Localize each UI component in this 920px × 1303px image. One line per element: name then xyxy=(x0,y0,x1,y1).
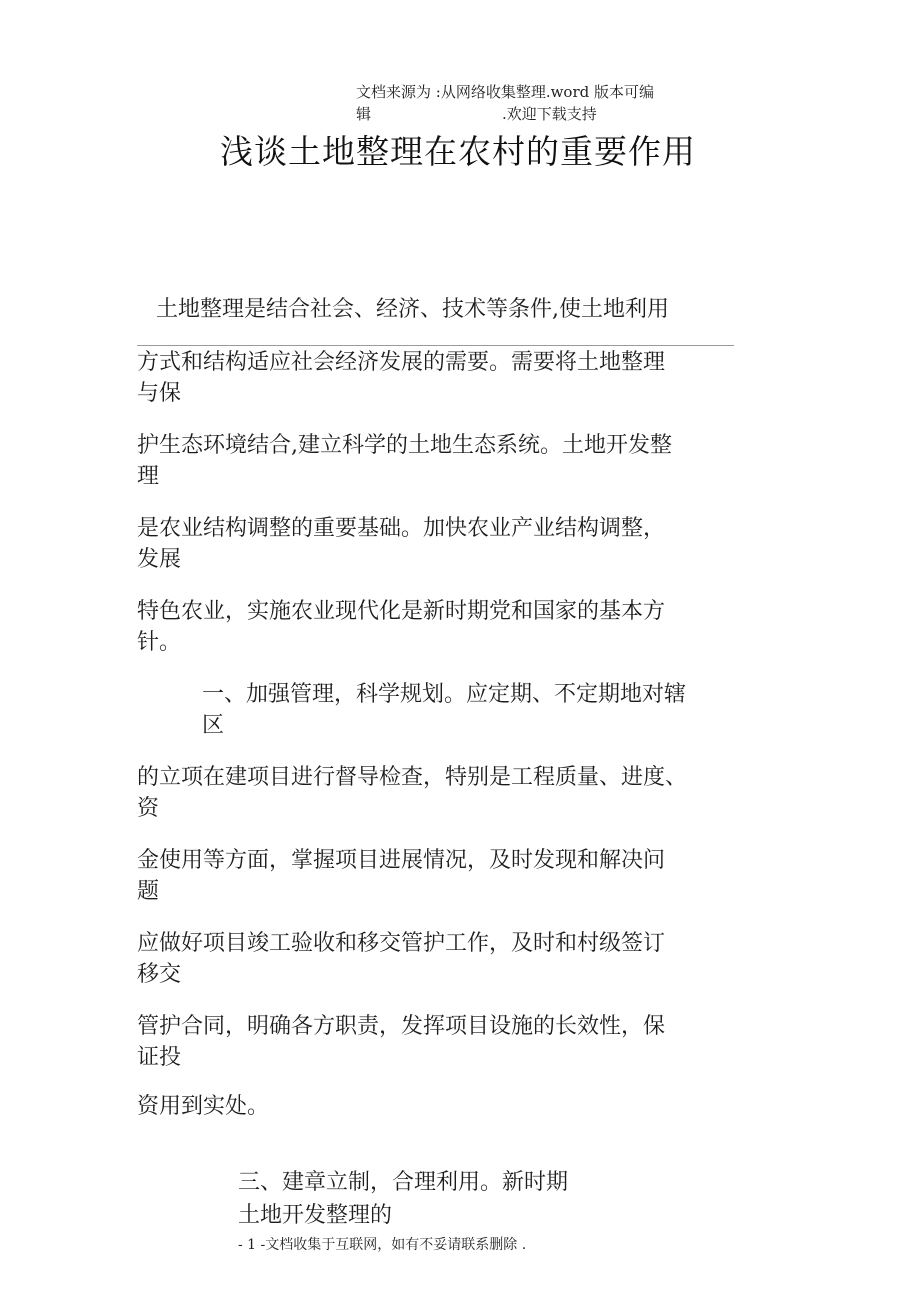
section1-line-wrap: 证投 xyxy=(137,1045,182,1070)
intro-line: 护生态环境结合,建立科学的土地生态系统。土地开发整 xyxy=(137,433,672,458)
divider-rule xyxy=(137,345,734,346)
section1-line-wrap: 资 xyxy=(137,796,160,821)
intro-line-wrap: 发展 xyxy=(137,547,182,572)
section3-heading-cont: 土地开发整理的 xyxy=(238,1203,393,1228)
section1-line-wrap: 移交 xyxy=(137,962,182,987)
section1-last-line: 资用到实处。 xyxy=(137,1094,270,1119)
document-title: 浅谈土地整理在农村的重要作用 xyxy=(220,132,696,171)
header-source-line-cont: 辑 xyxy=(356,105,372,123)
section1-line: 的立项在建项目进行督导检查，特别是工程质量、进度、 xyxy=(137,765,688,790)
intro-first-line: 土地整理是结合社会、经济、技术等条件,使土地利用 xyxy=(156,297,669,322)
section1-line: 金使用等方面，掌握项目进展情况，及时发现和解决问 xyxy=(137,848,666,873)
intro-line-wrap: 理 xyxy=(137,464,160,489)
page-footer: - 1 -文档收集于互联网，如有不妥请联系删除 . xyxy=(238,1237,527,1253)
intro-line: 特色农业，实施农业现代化是新时期党和国家的基本方 xyxy=(137,599,666,624)
header-source-line: 文档来源为 :从网络收集整理.word 版本可编 xyxy=(356,83,655,101)
intro-line-wrap: 针。 xyxy=(137,630,182,655)
intro-line-wrap: 与保 xyxy=(137,381,182,406)
section3-heading: 三、建章立制，合理利用。新时期 xyxy=(238,1170,569,1195)
intro-line: 方式和结构适应社会经济发展的需要。需要将土地整理 xyxy=(137,350,666,375)
section1-heading-wrap: 区 xyxy=(202,713,225,738)
section1-heading: 一、加强管理，科学规划。应定期、不定期地对辖 xyxy=(202,682,687,707)
section1-line: 管护合同，明确各方职责，发挥项目设施的长效性，保 xyxy=(137,1014,666,1039)
section1-line-wrap: 题 xyxy=(137,879,160,904)
header-welcome-text: .欢迎下载支持 xyxy=(502,105,597,123)
intro-line: 是农业结构调整的重要基础。加快农业产业结构调整， xyxy=(137,516,666,541)
section1-line: 应做好项目竣工验收和移交管护工作，及时和村级签订 xyxy=(137,931,666,956)
